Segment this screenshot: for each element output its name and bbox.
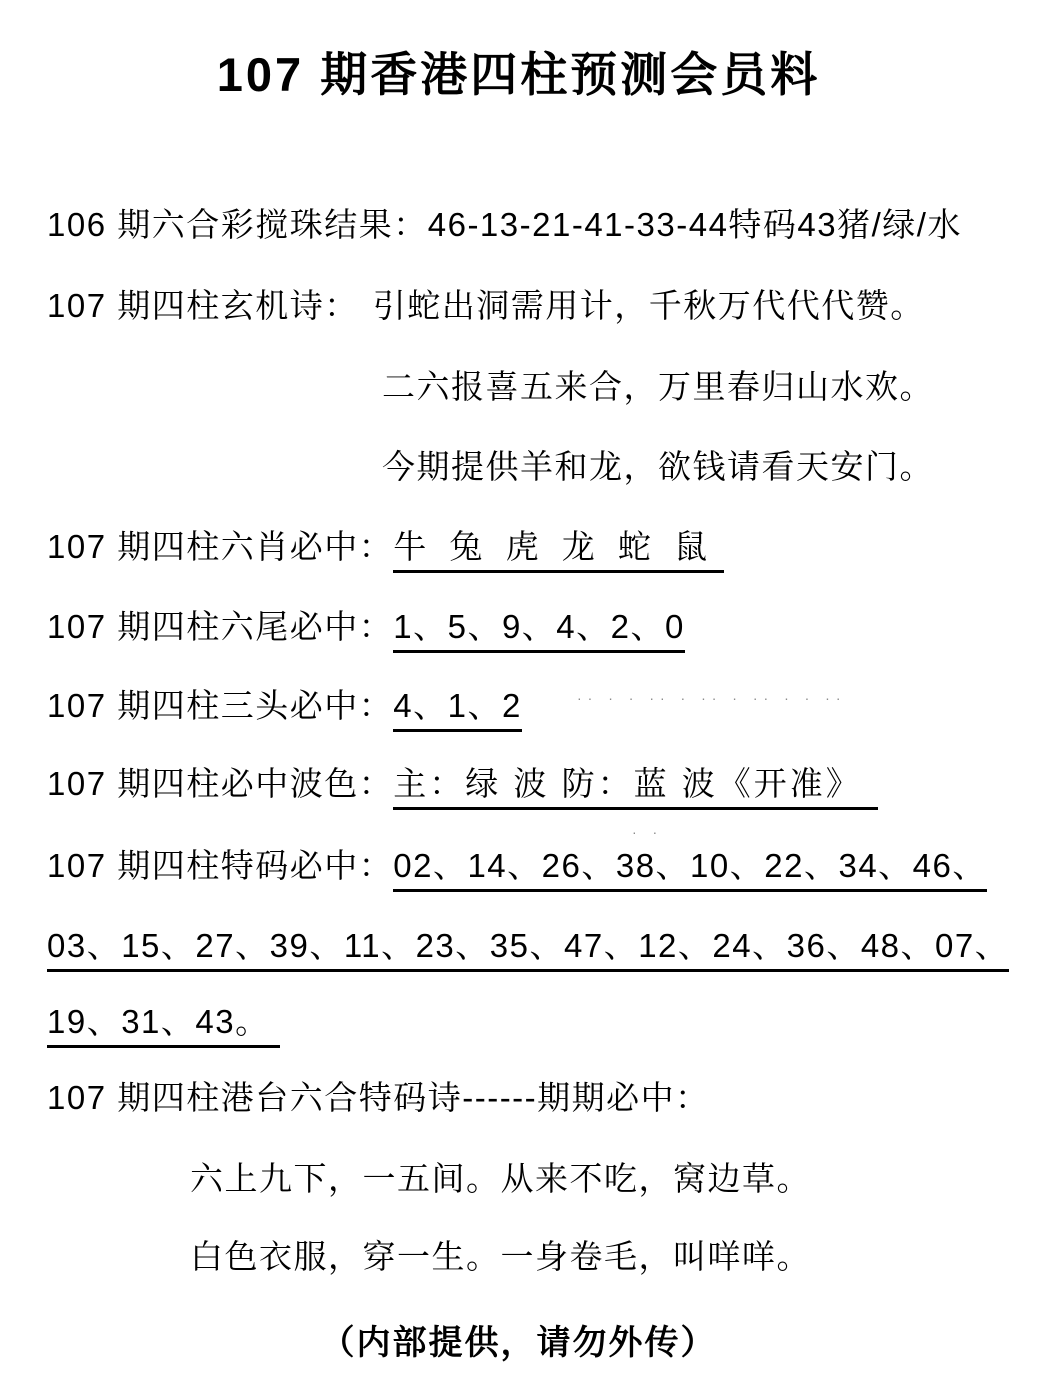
mystic-poem-line-2 [382,369,934,405]
special-numbers-line-3 [47,1004,280,1048]
mystic-poem-verse-2: 二六报喜五来合，万里春归山水欢。 [382,368,934,405]
three-head-label: 107 期四柱三头必中： [47,687,394,724]
special-numbers-group-1: 02、14、26、38、10、22、34、46、 [393,848,987,892]
special-numbers-group-2: 03、15、27、39、11、23、35、47、12、24、36、48、07、 [47,928,1009,972]
page-title: 107 期香港四柱预测会员料 [216,48,821,101]
mystic-poem-verse-3: 今期提供羊和龙，欲钱请看天安门。 [382,448,934,485]
special-poem-line-2 [190,1239,811,1275]
result-value: 46-13-21-41-33-44特码43猪/绿/水 [427,206,962,243]
footer-notice: （内部提供，请勿外传） [320,1324,717,1362]
wave-color-line [47,766,878,810]
six-zodiac-label: 107 期四柱六肖必中： [47,528,394,565]
mystic-poem-label: 107 期四柱玄机诗： [47,287,359,324]
mystic-poem-verse-1: 引蛇出洞需用计，千秋万代代代赞。 [372,287,925,324]
six-tail-value: 1、5、9、4、2、0 [393,609,685,653]
three-head-value: 4、1、2 [393,688,522,732]
scan-artifact-dots-row: ·· · · ·· · ·· · ·· · · ·· [577,690,847,706]
scan-artifact-dot-pair: · · [632,824,664,840]
mystic-poem-line-1 [47,288,925,324]
mystic-poem-line-3 [382,449,934,485]
special-poem-line-1 [190,1161,811,1197]
special-numbers-line-1 [47,848,987,892]
six-zodiac-line [47,529,724,573]
special-poem-header [47,1080,710,1116]
special-poem-label: 107 期四柱港台六合特码诗------期期必中： [47,1079,710,1116]
six-tail-line [47,609,685,653]
special-poem-verse-2: 白色衣服，穿一生。一身卷毛，叫咩咩。 [190,1238,811,1275]
six-zodiac-value: 牛 兔 虎 龙 蛇 鼠 [393,529,724,573]
result-line [47,207,962,243]
three-head-line [47,688,522,732]
result-label: 106 期六合彩搅珠结果： [47,206,428,243]
special-numbers-line-2 [47,928,1009,972]
six-tail-label: 107 期四柱六尾必中： [47,608,394,645]
wave-color-label: 107 期四柱必中波色： [47,765,394,802]
wave-color-value: 主：绿 波 防：蓝 波《开准》 [393,766,878,810]
special-poem-verse-1: 六上九下，一五间。从来不吃，窝边草。 [190,1160,811,1197]
special-numbers-label: 107 期四柱特码必中： [47,847,394,884]
special-numbers-group-3: 19、31、43。 [47,1004,280,1048]
